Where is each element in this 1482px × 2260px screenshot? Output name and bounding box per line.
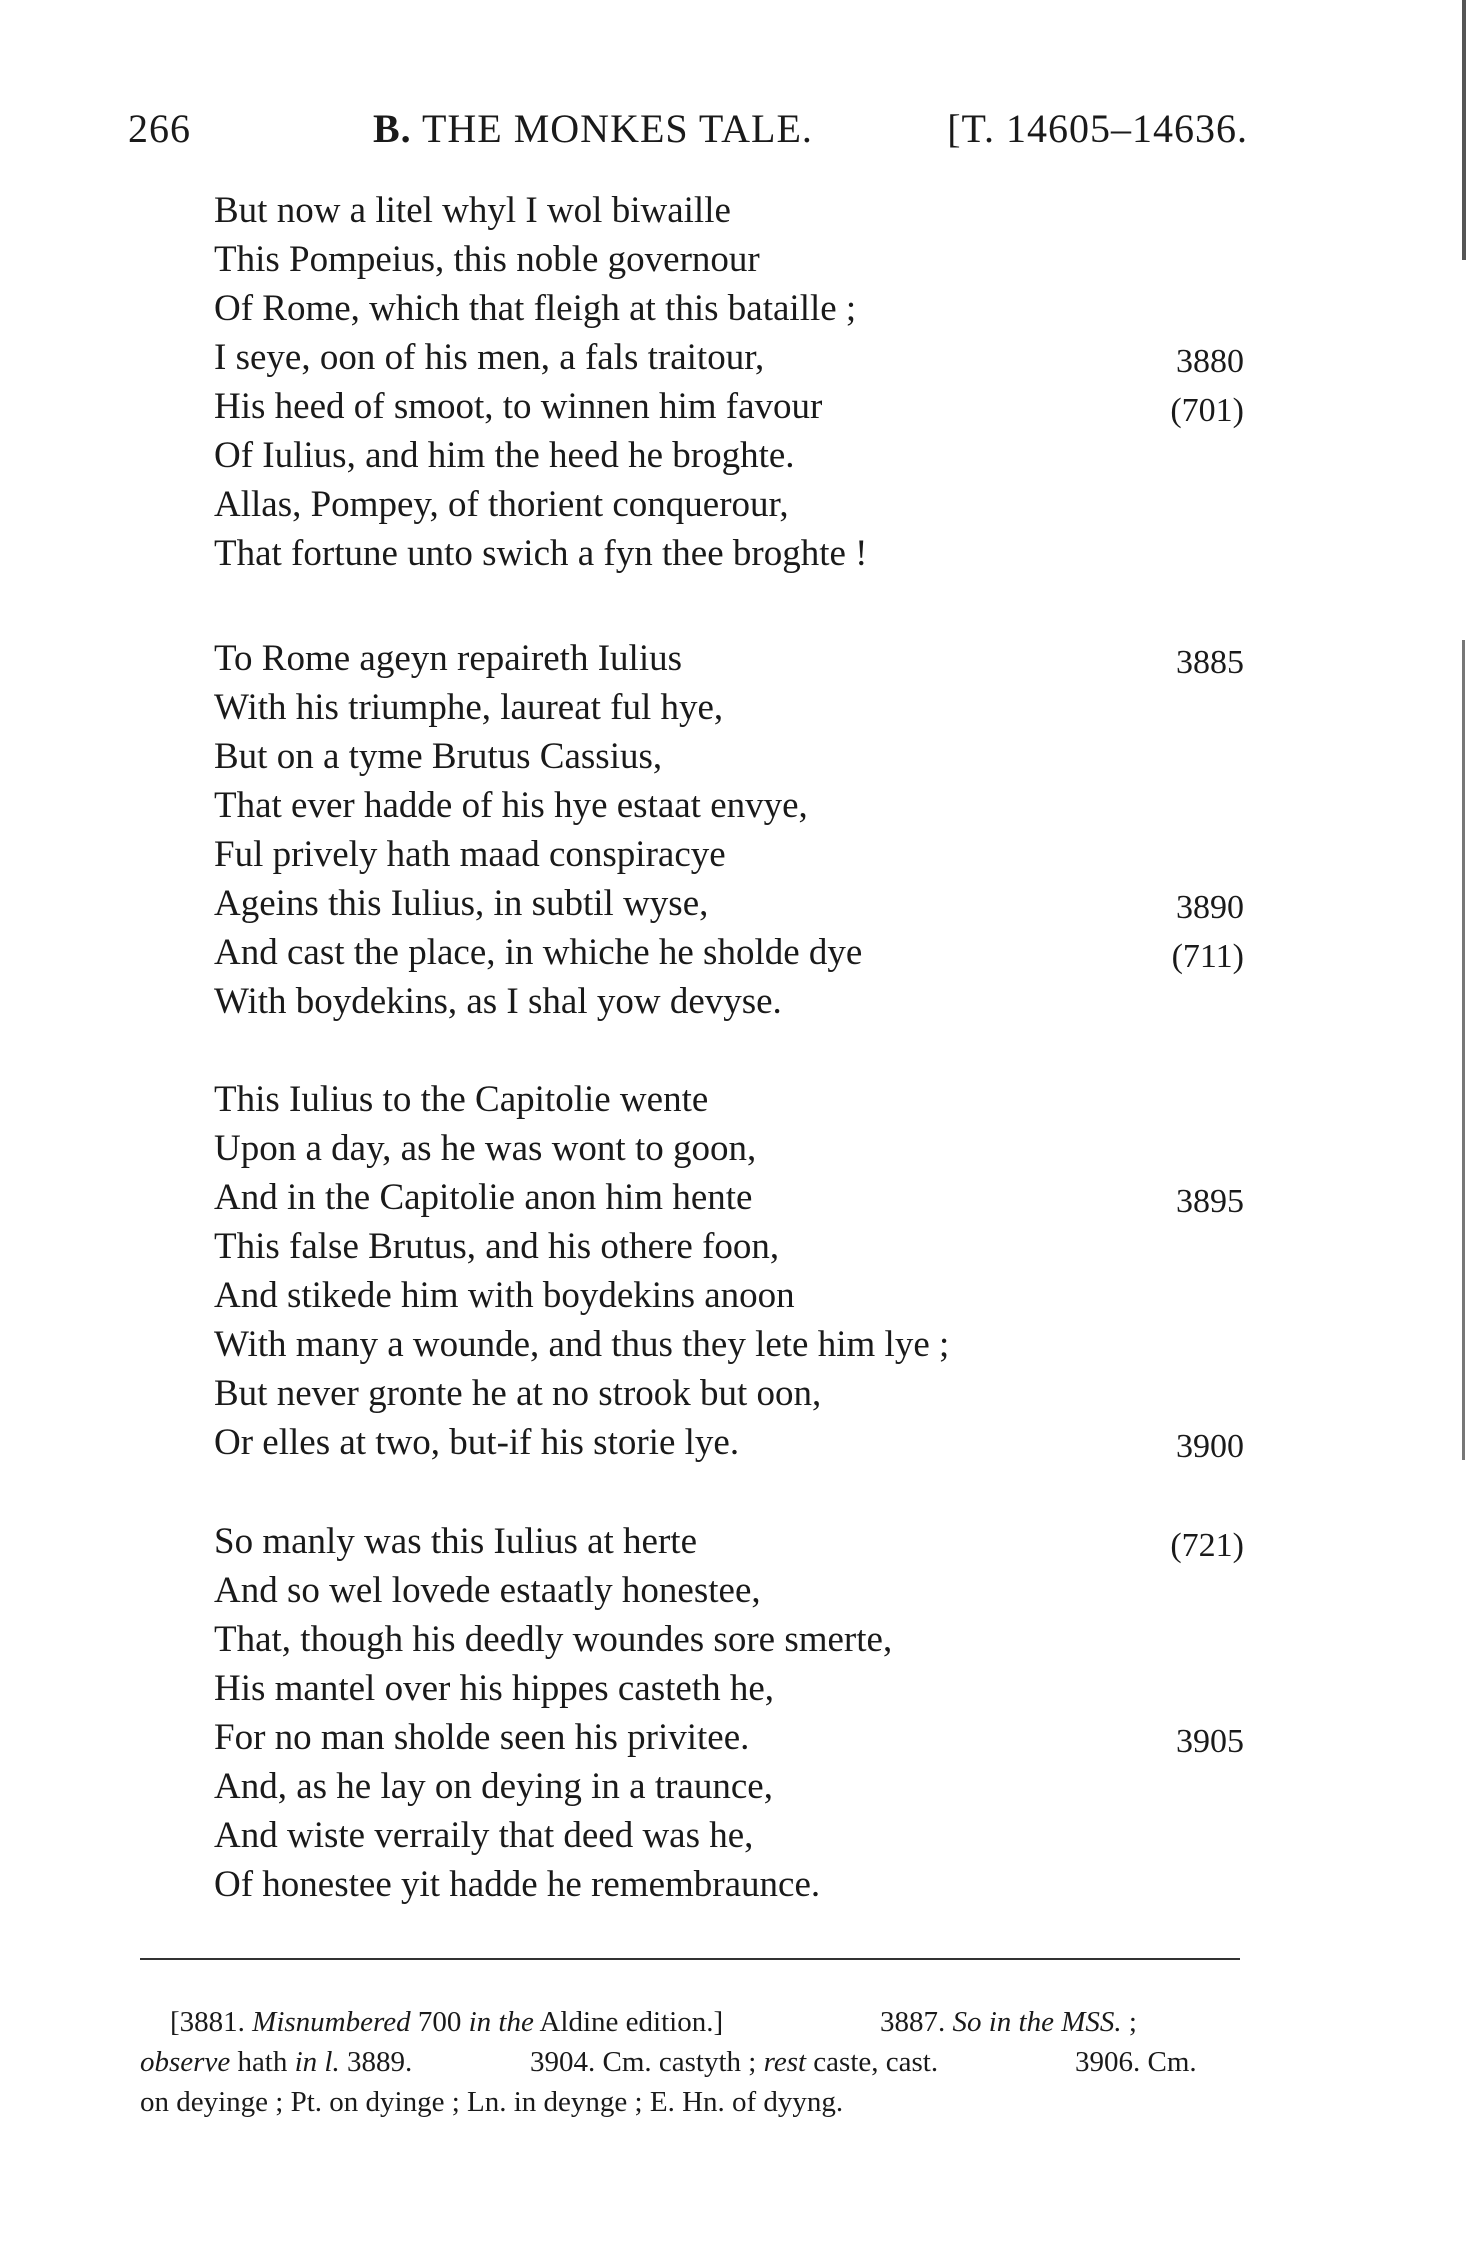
stanza bbox=[214, 186, 1244, 578]
verse-text: And, as he lay on deying in a traunce, bbox=[214, 1766, 773, 1807]
verse-line bbox=[214, 830, 1244, 879]
scan-edge-mark bbox=[1462, 640, 1465, 1460]
line-number: 3895 bbox=[1176, 1183, 1244, 1220]
verse-text: That, though his deedly woundes sore smerte, bbox=[214, 1619, 893, 1660]
note-italic: Misnumbered bbox=[252, 2006, 411, 2038]
verse-text: I seye, oon of his men, a fals traitour, bbox=[214, 337, 765, 378]
verse-line bbox=[214, 1369, 1244, 1418]
verse-line bbox=[214, 1517, 1244, 1566]
verse-text: Of Iulius, and him the heed he broghte. bbox=[214, 435, 795, 476]
note-text: 3904. Cm. castyth ; bbox=[530, 2046, 764, 2078]
verse-text: Of honestee yit hadde he remembraunce. bbox=[214, 1864, 821, 1905]
note-text: [3881. bbox=[170, 2006, 253, 2038]
verse-line bbox=[214, 1762, 1244, 1811]
note-3906-cont: on deyinge ; Pt. on dyinge ; Ln. in deynge ; E. Hn. of dyyng. bbox=[140, 2086, 844, 2118]
verse-line bbox=[214, 1173, 1244, 1222]
verse-text: Ageins this Iulius, in subtil wyse, bbox=[214, 883, 709, 924]
verse-text: And in the Capitolie anon him hente bbox=[214, 1177, 753, 1218]
verse-text: But never gronte he at no strook but oon, bbox=[214, 1373, 822, 1414]
verse-text: Ful prively hath maad conspiracye bbox=[214, 834, 726, 875]
verse-line bbox=[214, 1271, 1244, 1320]
verse-text: With his triumphe, laureat ful hye, bbox=[214, 687, 724, 728]
verse-text: That fortune unto swich a fyn thee broghte ! bbox=[214, 533, 868, 574]
verse-text: With boydekins, as I shal yow devyse. bbox=[214, 981, 782, 1022]
verse-line bbox=[214, 284, 1244, 333]
verse-line bbox=[214, 186, 1244, 235]
verse-line bbox=[214, 1566, 1244, 1615]
verse-line bbox=[214, 977, 1244, 1026]
line-number: 3880 bbox=[1176, 343, 1244, 380]
verse-text: Of Rome, which that fleigh at this bataille ; bbox=[214, 288, 857, 329]
note-text: 700 bbox=[410, 2006, 469, 2038]
note-italic: observe bbox=[140, 2046, 231, 2078]
note-italic: in the bbox=[468, 2006, 534, 2038]
note-3906: 3906. Cm. bbox=[1075, 2046, 1197, 2078]
verse-line bbox=[214, 235, 1244, 284]
verse-text: His mantel over his hippes casteth he, bbox=[214, 1668, 775, 1709]
verse-text: For no man sholde seen his privitee. bbox=[214, 1717, 750, 1758]
note-text: 3887. bbox=[880, 2006, 953, 2038]
verse-text: Allas, Pompey, of thorient conquerour, bbox=[214, 484, 789, 525]
section-letter: B. bbox=[373, 106, 412, 151]
verse-text: With many a wounde, and thus they lete him lye ; bbox=[214, 1324, 950, 1365]
page-number: 266 bbox=[128, 106, 191, 151]
verse-line bbox=[214, 431, 1244, 480]
note-text: ; bbox=[1121, 2006, 1137, 2038]
verse-text: But now a litel whyl I wol biwaille bbox=[214, 190, 731, 231]
verse-text: But on a tyme Brutus Cassius, bbox=[214, 736, 663, 777]
line-number: (711) bbox=[1171, 938, 1244, 975]
verse-text: Or elles at two, but-if his storie lye. bbox=[214, 1422, 740, 1463]
note-italic: So in the MSS. bbox=[952, 2006, 1122, 2038]
running-header bbox=[128, 105, 1248, 155]
scan-edge-mark bbox=[1462, 0, 1466, 260]
stanza bbox=[214, 1517, 1244, 1909]
footnotes bbox=[140, 2002, 1244, 2122]
verse-line bbox=[214, 1860, 1244, 1909]
line-number: 3890 bbox=[1176, 889, 1244, 926]
stanza bbox=[214, 634, 1244, 1026]
verse-line bbox=[214, 928, 1244, 977]
note-3904 bbox=[530, 2042, 938, 2082]
verse-line bbox=[214, 1075, 1244, 1124]
note-text: hath bbox=[230, 2046, 295, 2078]
verse-line bbox=[214, 1222, 1244, 1271]
verse-line bbox=[214, 480, 1244, 529]
verse-line bbox=[214, 1124, 1244, 1173]
line-number: (701) bbox=[1170, 392, 1244, 429]
verse-text: This Pompeius, this noble governour bbox=[214, 239, 760, 280]
line-number: 3900 bbox=[1176, 1428, 1244, 1465]
verse-text: So manly was this Iulius at herte bbox=[214, 1521, 697, 1562]
verse-line bbox=[214, 529, 1244, 578]
verse-text: His heed of smoot, to winnen him favour bbox=[214, 386, 823, 427]
verse-line bbox=[214, 1418, 1244, 1467]
verse-line bbox=[214, 1664, 1244, 1713]
verse-text: That ever hadde of his hye estaat envye, bbox=[214, 785, 808, 826]
verse-line bbox=[214, 1320, 1244, 1369]
verse-text: And stikede him with boydekins anoon bbox=[214, 1275, 795, 1316]
line-range: [T. 14605–14636. bbox=[947, 106, 1248, 151]
verse-line bbox=[214, 732, 1244, 781]
verse-line bbox=[214, 382, 1244, 431]
verse-text: And wiste verraily that deed was he, bbox=[214, 1815, 754, 1856]
note-italic: in l. bbox=[294, 2046, 340, 2078]
line-number: (721) bbox=[1170, 1527, 1244, 1564]
verse-line bbox=[214, 1811, 1244, 1860]
note-italic: rest bbox=[763, 2046, 807, 2078]
verse-line bbox=[214, 879, 1244, 928]
verse-line bbox=[214, 1713, 1244, 1762]
tale-title: THE MONKES TALE. bbox=[421, 106, 813, 151]
verse-line bbox=[214, 1615, 1244, 1664]
verse-line bbox=[214, 333, 1244, 382]
header-title bbox=[373, 105, 813, 152]
footnote-line bbox=[140, 2082, 1244, 2122]
verse-text: And cast the place, in whiche he sholde dye bbox=[214, 932, 863, 973]
verse-line bbox=[214, 683, 1244, 732]
footnote-line bbox=[140, 2002, 1244, 2042]
note-text: 3889. bbox=[339, 2046, 413, 2078]
stanza bbox=[214, 1075, 1244, 1467]
note-text: Aldine edition.] bbox=[533, 2006, 724, 2038]
note-3889 bbox=[140, 2042, 412, 2082]
verse-text: This false Brutus, and his othere foon, bbox=[214, 1226, 780, 1267]
note-text: caste, cast. bbox=[806, 2046, 939, 2078]
line-number: 3885 bbox=[1176, 644, 1244, 681]
line-number: 3905 bbox=[1176, 1723, 1244, 1760]
footnote-line bbox=[140, 2042, 1244, 2082]
verse-text: And so wel lovede estaatly honestee, bbox=[214, 1570, 761, 1611]
note-3887 bbox=[880, 2002, 1137, 2042]
note-3881 bbox=[170, 2002, 723, 2042]
footnote-rule bbox=[140, 1958, 1240, 1960]
verse-line bbox=[214, 781, 1244, 830]
verse-text: Upon a day, as he was wont to goon, bbox=[214, 1128, 757, 1169]
verse-text: To Rome ageyn repaireth Iulius bbox=[214, 638, 682, 679]
verse-text: This Iulius to the Capitolie wente bbox=[214, 1079, 709, 1120]
verse-line bbox=[214, 634, 1244, 683]
